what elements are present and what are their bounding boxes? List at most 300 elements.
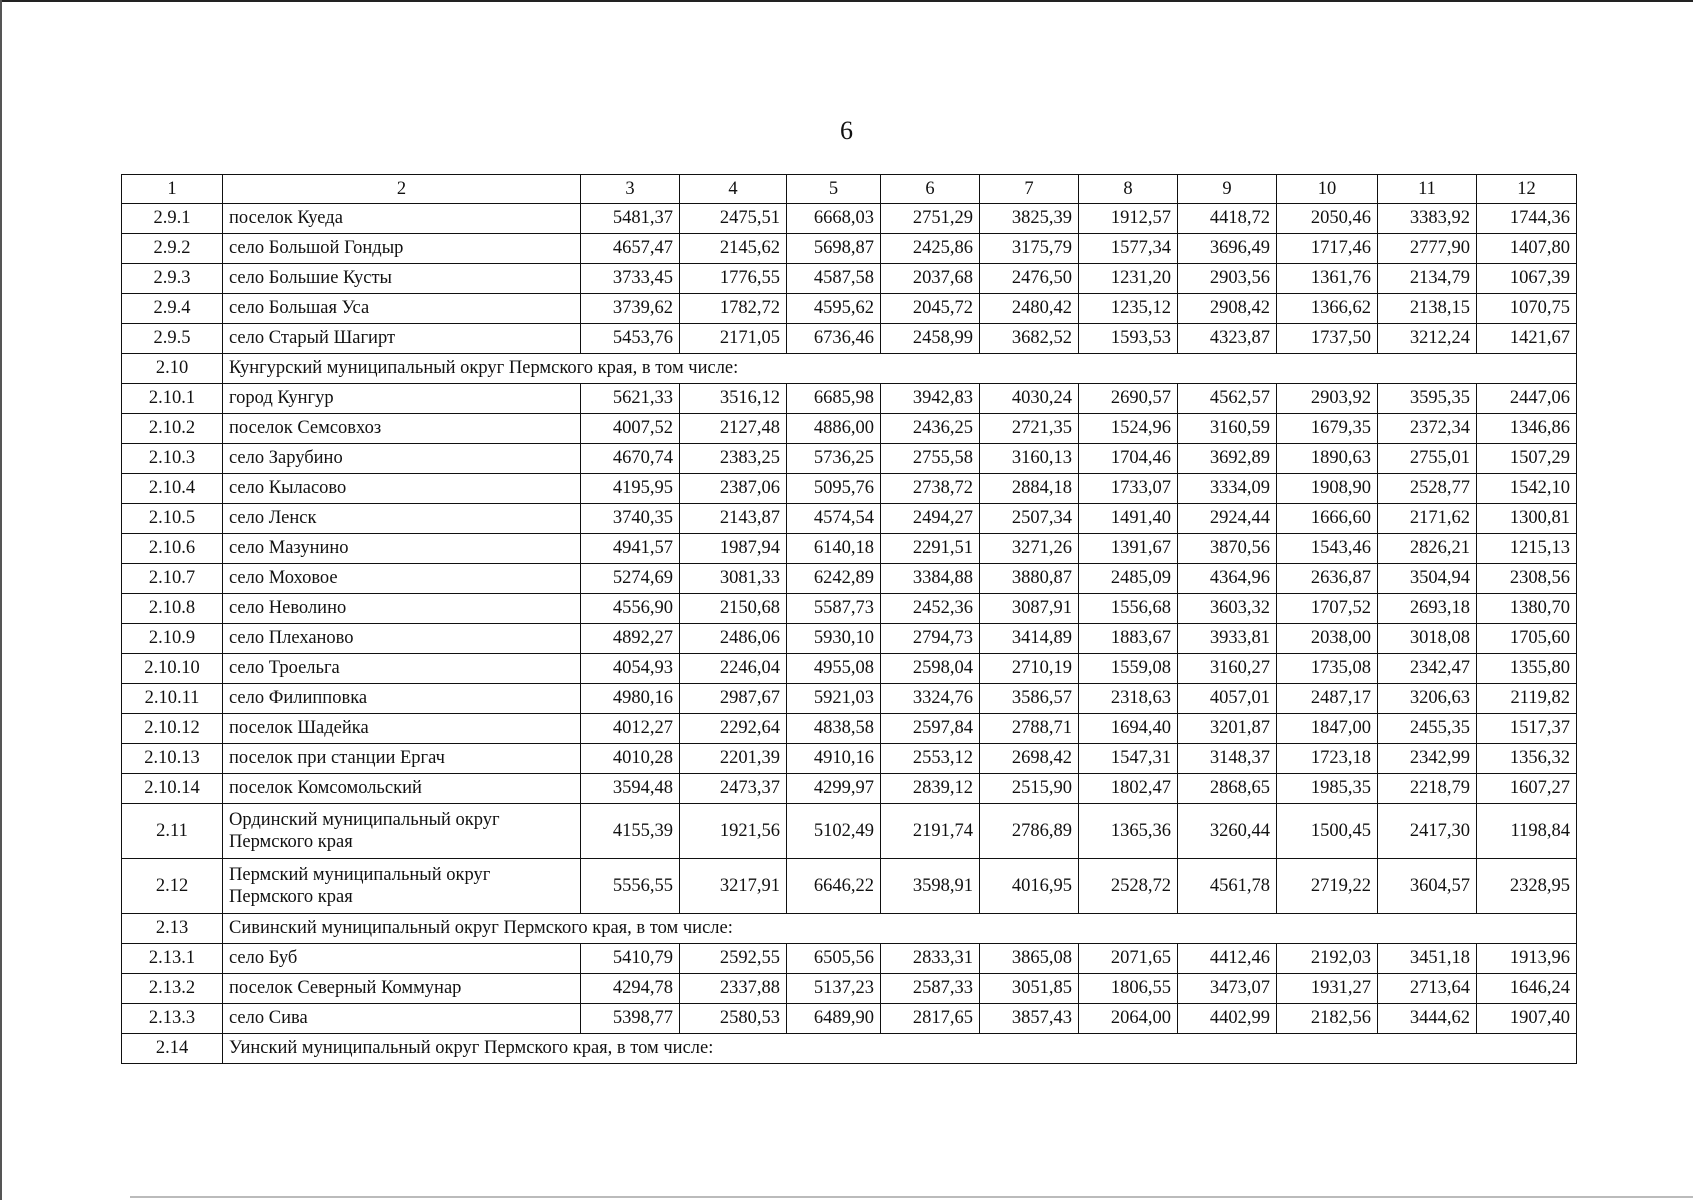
value-cell: 5556,55 — [581, 859, 680, 914]
settlement-name: поселок Комсомольский — [223, 774, 581, 804]
value-cell: 4838,58 — [787, 714, 881, 744]
value-cell: 3212,24 — [1378, 324, 1477, 354]
value-cell: 4892,27 — [581, 624, 680, 654]
value-cell: 1231,20 — [1079, 264, 1178, 294]
value-cell: 6736,46 — [787, 324, 881, 354]
value-cell: 1421,67 — [1477, 324, 1577, 354]
value-cell: 3865,08 — [980, 944, 1079, 974]
table-row — [122, 234, 1577, 264]
value-cell: 2143,87 — [680, 504, 787, 534]
table-row — [122, 504, 1577, 534]
value-cell: 2383,25 — [680, 444, 787, 474]
table-row — [122, 294, 1577, 324]
value-cell: 2045,72 — [881, 294, 980, 324]
value-cell: 1215,13 — [1477, 534, 1577, 564]
value-cell: 2436,25 — [881, 414, 980, 444]
value-cell: 2064,00 — [1079, 1004, 1178, 1034]
table-row — [122, 804, 1577, 859]
value-cell: 1070,75 — [1477, 294, 1577, 324]
value-cell: 2150,68 — [680, 594, 787, 624]
value-cell: 4030,24 — [980, 384, 1079, 414]
value-cell: 1913,96 — [1477, 944, 1577, 974]
column-header: 5 — [787, 175, 881, 204]
table-row — [122, 264, 1577, 294]
value-cell: 2417,30 — [1378, 804, 1477, 859]
table-row — [122, 444, 1577, 474]
value-cell: 2788,71 — [980, 714, 1079, 744]
table-row — [122, 944, 1577, 974]
row-number: 2.10.9 — [122, 624, 223, 654]
value-cell: 1723,18 — [1277, 744, 1378, 774]
value-cell: 3051,85 — [980, 974, 1079, 1004]
value-cell: 1380,70 — [1477, 594, 1577, 624]
value-cell: 2458,99 — [881, 324, 980, 354]
value-cell: 1577,34 — [1079, 234, 1178, 264]
value-cell: 2719,22 — [1277, 859, 1378, 914]
value-cell: 2755,01 — [1378, 444, 1477, 474]
scan-edge-left — [0, 0, 2, 1200]
value-cell: 2587,33 — [881, 974, 980, 1004]
row-number: 2.10.12 — [122, 714, 223, 744]
settlement-name: село Ленск — [223, 504, 581, 534]
value-cell: 2721,35 — [980, 414, 1079, 444]
row-number: 2.10.10 — [122, 654, 223, 684]
value-cell: 1542,10 — [1477, 474, 1577, 504]
value-cell: 4910,16 — [787, 744, 881, 774]
settlement-name: город Кунгур — [223, 384, 581, 414]
value-cell: 1883,67 — [1079, 624, 1178, 654]
value-cell: 1704,46 — [1079, 444, 1178, 474]
row-number: 2.10.8 — [122, 594, 223, 624]
value-cell: 3696,49 — [1178, 234, 1277, 264]
column-header: 11 — [1378, 175, 1477, 204]
value-cell: 3081,33 — [680, 564, 787, 594]
value-cell: 1235,12 — [1079, 294, 1178, 324]
settlement-name: село Большой Гондыр — [223, 234, 581, 264]
table-row — [122, 624, 1577, 654]
value-cell: 1985,35 — [1277, 774, 1378, 804]
value-cell: 2291,51 — [881, 534, 980, 564]
value-cell: 2119,82 — [1477, 684, 1577, 714]
value-cell: 2473,37 — [680, 774, 787, 804]
value-cell: 2337,88 — [680, 974, 787, 1004]
value-cell: 3018,08 — [1378, 624, 1477, 654]
row-number: 2.10.7 — [122, 564, 223, 594]
value-cell: 2487,17 — [1277, 684, 1378, 714]
value-cell: 1907,40 — [1477, 1004, 1577, 1034]
row-number: 2.13.3 — [122, 1004, 223, 1034]
value-cell: 1067,39 — [1477, 264, 1577, 294]
value-cell: 4010,28 — [581, 744, 680, 774]
value-cell: 2755,58 — [881, 444, 980, 474]
value-cell: 4012,27 — [581, 714, 680, 744]
value-cell: 4007,52 — [581, 414, 680, 444]
value-cell: 3384,88 — [881, 564, 980, 594]
value-cell: 4657,47 — [581, 234, 680, 264]
value-cell: 2817,65 — [881, 1004, 980, 1034]
value-cell: 5736,25 — [787, 444, 881, 474]
value-cell: 1931,27 — [1277, 974, 1378, 1004]
value-cell: 1607,27 — [1477, 774, 1577, 804]
value-cell: 2191,74 — [881, 804, 980, 859]
table-row — [122, 204, 1577, 234]
value-cell: 2171,05 — [680, 324, 787, 354]
value-cell: 1806,55 — [1079, 974, 1178, 1004]
value-cell: 2425,86 — [881, 234, 980, 264]
value-cell: 3414,89 — [980, 624, 1079, 654]
row-number: 2.10.14 — [122, 774, 223, 804]
section-row — [122, 914, 1577, 944]
value-cell: 3604,57 — [1378, 859, 1477, 914]
value-cell: 1300,81 — [1477, 504, 1577, 534]
value-cell: 3160,27 — [1178, 654, 1277, 684]
value-cell: 2480,42 — [980, 294, 1079, 324]
column-header: 9 — [1178, 175, 1277, 204]
value-cell: 1491,40 — [1079, 504, 1178, 534]
value-cell: 2592,55 — [680, 944, 787, 974]
value-cell: 2713,64 — [1378, 974, 1477, 1004]
value-cell: 2507,34 — [980, 504, 1079, 534]
value-cell: 1847,00 — [1277, 714, 1378, 744]
table-row — [122, 474, 1577, 504]
table-row — [122, 684, 1577, 714]
value-cell: 2553,12 — [881, 744, 980, 774]
value-cell: 2182,56 — [1277, 1004, 1378, 1034]
value-cell: 4057,01 — [1178, 684, 1277, 714]
value-cell: 2292,64 — [680, 714, 787, 744]
value-cell: 3217,91 — [680, 859, 787, 914]
value-cell: 3383,92 — [1378, 204, 1477, 234]
section-row — [122, 354, 1577, 384]
settlement-name: село Большая Уса — [223, 294, 581, 324]
value-cell: 4155,39 — [581, 804, 680, 859]
value-cell: 4418,72 — [1178, 204, 1277, 234]
value-cell: 3334,09 — [1178, 474, 1277, 504]
value-cell: 2037,68 — [881, 264, 980, 294]
value-cell: 5587,73 — [787, 594, 881, 624]
value-cell: 3444,62 — [1378, 1004, 1477, 1034]
settlement-name: село Зарубино — [223, 444, 581, 474]
settlement-name: село Буб — [223, 944, 581, 974]
value-cell: 1346,86 — [1477, 414, 1577, 444]
value-cell: 2318,63 — [1079, 684, 1178, 714]
value-cell: 4955,08 — [787, 654, 881, 684]
value-cell: 3857,43 — [980, 1004, 1079, 1034]
value-cell: 1524,96 — [1079, 414, 1178, 444]
value-cell: 2476,50 — [980, 264, 1079, 294]
value-cell: 3870,56 — [1178, 534, 1277, 564]
value-cell: 1543,46 — [1277, 534, 1378, 564]
value-cell: 5930,10 — [787, 624, 881, 654]
row-number: 2.9.1 — [122, 204, 223, 234]
value-cell: 3473,07 — [1178, 974, 1277, 1004]
value-cell: 3825,39 — [980, 204, 1079, 234]
column-header: 12 — [1477, 175, 1577, 204]
value-cell: 3175,79 — [980, 234, 1079, 264]
value-cell: 4587,58 — [787, 264, 881, 294]
value-cell: 1744,36 — [1477, 204, 1577, 234]
value-cell: 4299,97 — [787, 774, 881, 804]
column-header: 10 — [1277, 175, 1378, 204]
value-cell: 3733,45 — [581, 264, 680, 294]
value-cell: 1556,68 — [1079, 594, 1178, 624]
section-row — [122, 1034, 1577, 1064]
row-number: 2.10.5 — [122, 504, 223, 534]
value-cell: 3692,89 — [1178, 444, 1277, 474]
value-cell: 2308,56 — [1477, 564, 1577, 594]
table-row — [122, 414, 1577, 444]
column-header: 4 — [680, 175, 787, 204]
value-cell: 3598,91 — [881, 859, 980, 914]
value-cell: 2924,44 — [1178, 504, 1277, 534]
settlement-name: село Моховое — [223, 564, 581, 594]
value-cell: 3586,57 — [980, 684, 1079, 714]
value-cell: 2786,89 — [980, 804, 1079, 859]
value-cell: 2372,34 — [1378, 414, 1477, 444]
value-cell: 1737,50 — [1277, 324, 1378, 354]
value-cell: 2218,79 — [1378, 774, 1477, 804]
settlement-name: Ординский муниципальный округ Пермского края — [223, 804, 581, 859]
scan-edge-top — [0, 0, 1693, 2]
settlement-name: село Мазунино — [223, 534, 581, 564]
value-cell: 1782,72 — [680, 294, 787, 324]
value-cell: 4941,57 — [581, 534, 680, 564]
value-cell: 5095,76 — [787, 474, 881, 504]
value-cell: 2751,29 — [881, 204, 980, 234]
value-cell: 1666,60 — [1277, 504, 1378, 534]
scan-edge-bottom — [130, 1196, 1693, 1198]
row-number: 2.10.1 — [122, 384, 223, 414]
value-cell: 5410,79 — [581, 944, 680, 974]
value-cell: 5621,33 — [581, 384, 680, 414]
value-cell: 1776,55 — [680, 264, 787, 294]
value-cell: 2452,36 — [881, 594, 980, 624]
value-cell: 2690,57 — [1079, 384, 1178, 414]
value-cell: 2486,06 — [680, 624, 787, 654]
value-cell: 5398,77 — [581, 1004, 680, 1034]
value-cell: 2485,09 — [1079, 564, 1178, 594]
value-cell: 1356,32 — [1477, 744, 1577, 774]
row-number: 2.9.2 — [122, 234, 223, 264]
row-number: 2.14 — [122, 1034, 223, 1064]
row-number: 2.13 — [122, 914, 223, 944]
value-cell: 1733,07 — [1079, 474, 1178, 504]
value-cell: 2833,31 — [881, 944, 980, 974]
table-row — [122, 594, 1577, 624]
value-cell: 2839,12 — [881, 774, 980, 804]
value-cell: 1679,35 — [1277, 414, 1378, 444]
value-cell: 1365,36 — [1079, 804, 1178, 859]
value-cell: 3201,87 — [1178, 714, 1277, 744]
table-row — [122, 744, 1577, 774]
section-title: Сивинский муниципальный округ Пермского края, в том числе: — [223, 914, 1577, 944]
value-cell: 2201,39 — [680, 744, 787, 774]
column-header: 2 — [223, 175, 581, 204]
value-cell: 4412,46 — [1178, 944, 1277, 974]
value-cell: 2515,90 — [980, 774, 1079, 804]
section-title: Уинский муниципальный округ Пермского края, в том числе: — [223, 1034, 1577, 1064]
value-cell: 3087,91 — [980, 594, 1079, 624]
value-cell: 5137,23 — [787, 974, 881, 1004]
value-cell: 2328,95 — [1477, 859, 1577, 914]
value-cell: 4402,99 — [1178, 1004, 1277, 1034]
value-cell: 3451,18 — [1378, 944, 1477, 974]
column-header: 1 — [122, 175, 223, 204]
value-cell: 4364,96 — [1178, 564, 1277, 594]
row-number: 2.10.11 — [122, 684, 223, 714]
value-cell: 2903,56 — [1178, 264, 1277, 294]
value-cell: 3740,35 — [581, 504, 680, 534]
settlement-name: Пермский муниципальный округ Пермского края — [223, 859, 581, 914]
value-cell: 1707,52 — [1277, 594, 1378, 624]
value-cell: 3206,63 — [1378, 684, 1477, 714]
settlement-name: село Неволино — [223, 594, 581, 624]
value-cell: 4016,95 — [980, 859, 1079, 914]
value-cell: 1908,90 — [1277, 474, 1378, 504]
value-cell: 2494,27 — [881, 504, 980, 534]
value-cell: 2192,03 — [1277, 944, 1378, 974]
value-cell: 2693,18 — [1378, 594, 1477, 624]
value-cell: 2050,46 — [1277, 204, 1378, 234]
value-cell: 2636,87 — [1277, 564, 1378, 594]
value-cell: 1890,63 — [1277, 444, 1378, 474]
table-row — [122, 654, 1577, 684]
value-cell: 5274,69 — [581, 564, 680, 594]
table-row — [122, 714, 1577, 744]
value-cell: 3880,87 — [980, 564, 1079, 594]
settlement-name: поселок Семсовхоз — [223, 414, 581, 444]
settlement-name: поселок при станции Ергач — [223, 744, 581, 774]
tariff-table — [121, 174, 1577, 1064]
value-cell: 2246,04 — [680, 654, 787, 684]
value-cell: 2710,19 — [980, 654, 1079, 684]
value-cell: 3148,37 — [1178, 744, 1277, 774]
table-row — [122, 859, 1577, 914]
row-number: 2.10 — [122, 354, 223, 384]
value-cell: 2987,67 — [680, 684, 787, 714]
section-title: Кунгурский муниципальный округ Пермского края, в том числе: — [223, 354, 1577, 384]
row-number: 2.11 — [122, 804, 223, 859]
value-cell: 1547,31 — [1079, 744, 1178, 774]
value-cell: 1559,08 — [1079, 654, 1178, 684]
value-cell: 3933,81 — [1178, 624, 1277, 654]
value-cell: 6685,98 — [787, 384, 881, 414]
value-cell: 4556,90 — [581, 594, 680, 624]
value-cell: 3260,44 — [1178, 804, 1277, 859]
value-cell: 1705,60 — [1477, 624, 1577, 654]
value-cell: 2134,79 — [1378, 264, 1477, 294]
value-cell: 4670,74 — [581, 444, 680, 474]
value-cell: 1987,94 — [680, 534, 787, 564]
column-header: 3 — [581, 175, 680, 204]
row-number: 2.10.4 — [122, 474, 223, 504]
value-cell: 2138,15 — [1378, 294, 1477, 324]
value-cell: 3739,62 — [581, 294, 680, 324]
value-cell: 5921,03 — [787, 684, 881, 714]
value-cell: 6140,18 — [787, 534, 881, 564]
value-cell: 3594,48 — [581, 774, 680, 804]
value-cell: 2071,65 — [1079, 944, 1178, 974]
settlement-name: поселок Северный Коммунар — [223, 974, 581, 1004]
value-cell: 5481,37 — [581, 204, 680, 234]
page-number: 6 — [840, 116, 853, 145]
table-row — [122, 774, 1577, 804]
value-cell: 1921,56 — [680, 804, 787, 859]
settlement-name: село Кыласово — [223, 474, 581, 504]
row-number: 2.10.3 — [122, 444, 223, 474]
value-cell: 3324,76 — [881, 684, 980, 714]
value-cell: 3160,13 — [980, 444, 1079, 474]
value-cell: 1694,40 — [1079, 714, 1178, 744]
settlement-name: поселок Куеда — [223, 204, 581, 234]
value-cell: 6489,90 — [787, 1004, 881, 1034]
value-cell: 5698,87 — [787, 234, 881, 264]
value-cell: 2528,77 — [1378, 474, 1477, 504]
value-cell: 2908,42 — [1178, 294, 1277, 324]
value-cell: 2475,51 — [680, 204, 787, 234]
value-cell: 2171,62 — [1378, 504, 1477, 534]
settlement-name: село Сива — [223, 1004, 581, 1034]
value-cell: 4595,62 — [787, 294, 881, 324]
value-cell: 2777,90 — [1378, 234, 1477, 264]
column-header: 6 — [881, 175, 980, 204]
value-cell: 2598,04 — [881, 654, 980, 684]
column-header: 7 — [980, 175, 1079, 204]
value-cell: 4561,78 — [1178, 859, 1277, 914]
value-cell: 1912,57 — [1079, 204, 1178, 234]
value-cell: 2597,84 — [881, 714, 980, 744]
row-number: 2.13.2 — [122, 974, 223, 1004]
value-cell: 4886,00 — [787, 414, 881, 444]
value-cell: 2127,48 — [680, 414, 787, 444]
row-number: 2.9.5 — [122, 324, 223, 354]
value-cell: 6505,56 — [787, 944, 881, 974]
value-cell: 2868,65 — [1178, 774, 1277, 804]
table-row — [122, 324, 1577, 354]
value-cell: 1391,67 — [1079, 534, 1178, 564]
settlement-name: село Троельга — [223, 654, 581, 684]
value-cell: 4980,16 — [581, 684, 680, 714]
value-cell: 2387,06 — [680, 474, 787, 504]
value-cell: 2342,99 — [1378, 744, 1477, 774]
value-cell: 3504,94 — [1378, 564, 1477, 594]
value-cell: 3595,35 — [1378, 384, 1477, 414]
value-cell: 1366,62 — [1277, 294, 1378, 324]
row-number: 2.10.13 — [122, 744, 223, 774]
table-row — [122, 534, 1577, 564]
value-cell: 1517,37 — [1477, 714, 1577, 744]
value-cell: 4054,93 — [581, 654, 680, 684]
value-cell: 2342,47 — [1378, 654, 1477, 684]
table-row — [122, 1004, 1577, 1034]
settlement-name: село Большие Кусты — [223, 264, 581, 294]
value-cell: 2455,35 — [1378, 714, 1477, 744]
table-row — [122, 974, 1577, 1004]
value-cell: 6646,22 — [787, 859, 881, 914]
value-cell: 1500,45 — [1277, 804, 1378, 859]
value-cell: 2698,42 — [980, 744, 1079, 774]
value-cell: 1507,29 — [1477, 444, 1577, 474]
row-number: 2.9.4 — [122, 294, 223, 324]
value-cell: 3942,83 — [881, 384, 980, 414]
value-cell: 2580,53 — [680, 1004, 787, 1034]
value-cell: 3271,26 — [980, 534, 1079, 564]
column-number-header-row — [122, 175, 1577, 204]
value-cell: 2145,62 — [680, 234, 787, 264]
value-cell: 1735,08 — [1277, 654, 1378, 684]
value-cell: 5453,76 — [581, 324, 680, 354]
value-cell: 2903,92 — [1277, 384, 1378, 414]
